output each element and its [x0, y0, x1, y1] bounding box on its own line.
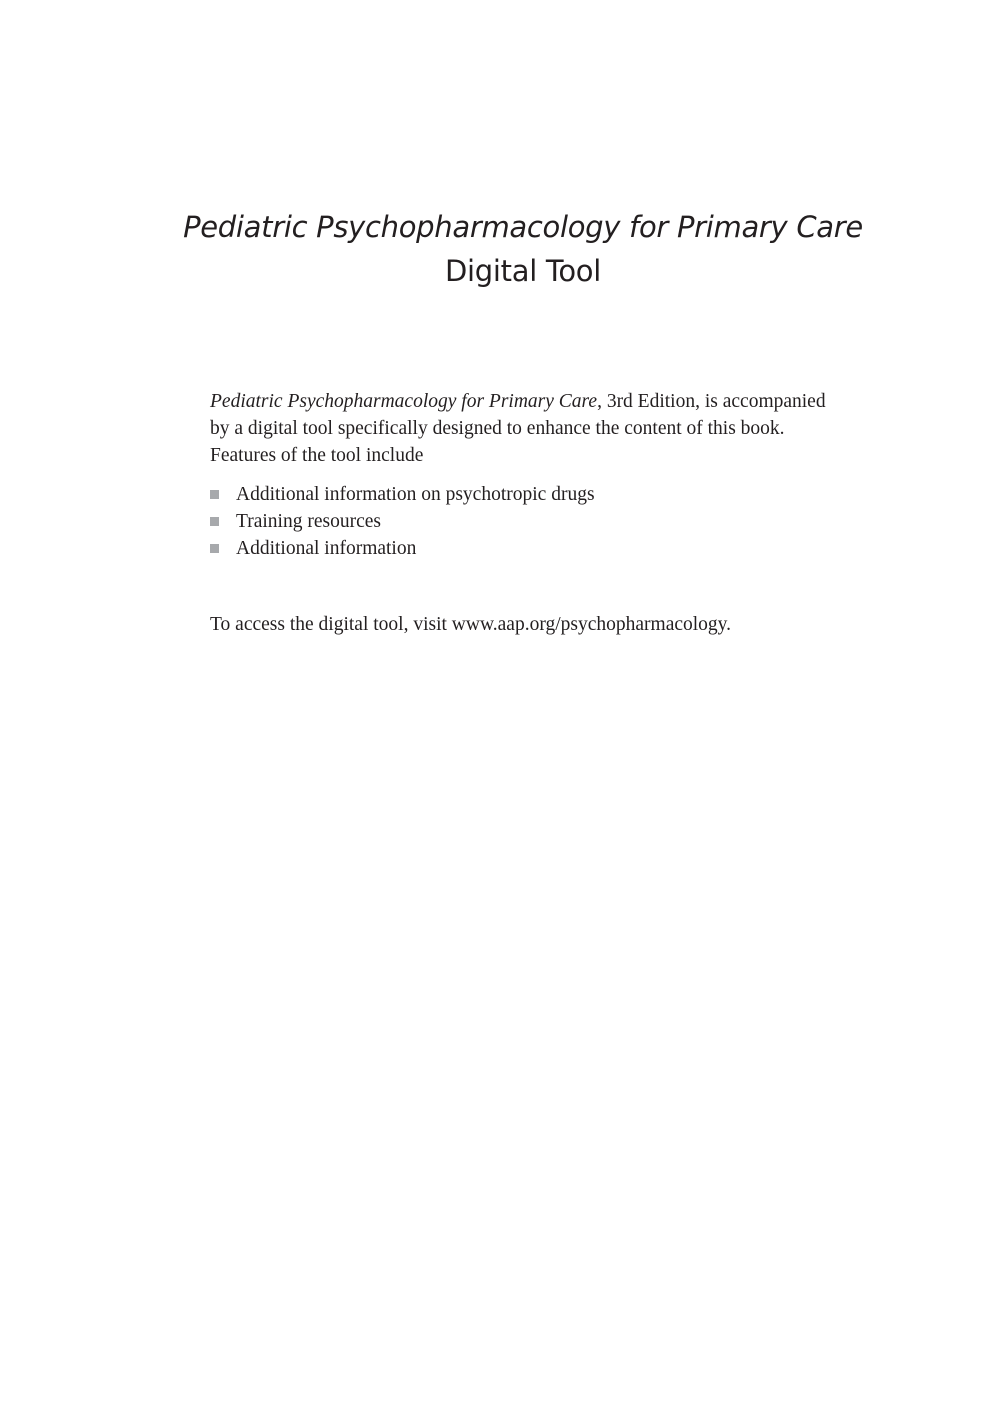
feature-label: Additional information on psychotropic drugs — [236, 484, 595, 505]
intro-line-1-rest: , 3rd Edition, is accompanied — [597, 391, 826, 412]
feature-label: Training resources — [236, 511, 381, 532]
list-item — [210, 535, 850, 562]
access-instructions: To access the digital tool, visit www.aap.org/psychopharmacology. — [210, 614, 732, 635]
list-item — [210, 508, 850, 535]
intro-paragraph — [210, 388, 850, 469]
feature-label: Additional information — [236, 538, 417, 559]
intro-line-3: Features of the tool include — [210, 445, 424, 466]
list-item — [210, 481, 850, 508]
intro-line-2: by a digital tool specifically designed to enhance the content of this book. — [210, 418, 785, 439]
book-title: Pediatric Psychopharmacology for Primary Care — [210, 391, 598, 412]
title-line-2: Digital Tool — [445, 254, 601, 288]
main-content — [210, 388, 850, 638]
square-bullet-icon — [210, 517, 219, 526]
square-bullet-icon — [210, 544, 219, 553]
title-line-1: Pediatric Psychopharmacology for Primary Care — [183, 210, 863, 244]
square-bullet-icon — [210, 490, 219, 499]
intro-line-1 — [210, 388, 850, 415]
page-title — [0, 205, 996, 293]
features-list — [210, 481, 850, 562]
